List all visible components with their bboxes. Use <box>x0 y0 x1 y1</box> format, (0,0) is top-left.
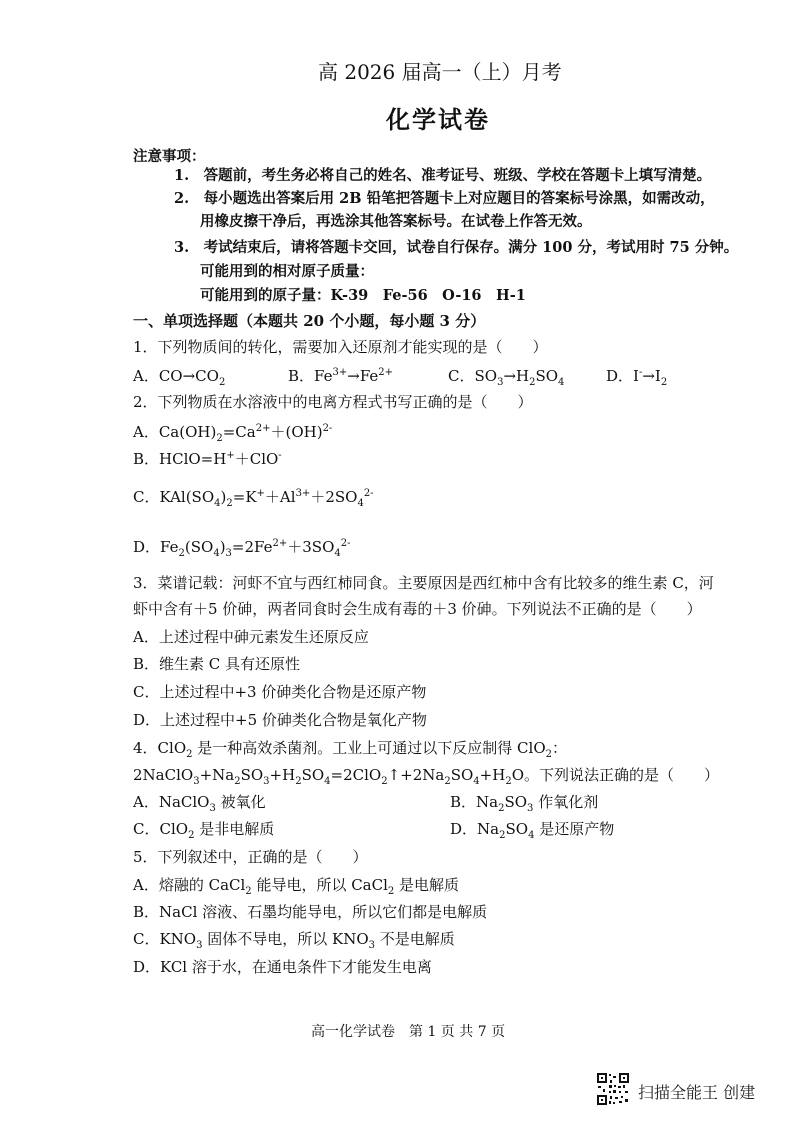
page-footer: 高一化学试卷 第 1 页 共 7 页 <box>311 1024 506 1040</box>
q1-option-b: B．$Fe^{3+}\to Fe^{2+}$ <box>288 367 394 385</box>
q2-option-c: C．$KAl(SO_4)_2=K^++Al^{3+}+2SO_4^{2-}$ <box>133 488 374 509</box>
q5-option-b: B．NaCl 溶液、石墨均能导电，所以它们都是电解质 <box>133 903 488 921</box>
notice-item-2b: 用橡皮擦干净后，再选涂其他答案标号。在试卷上作答无效。 <box>200 213 592 230</box>
q4-option-c: C．ClO$_2$ 是非电解质 <box>133 820 275 841</box>
q4-stem-line1: 4．ClO$_2$ 是一种高效杀菌剂。工业上可通过以下反应制得 ClO$_2$： <box>133 739 568 760</box>
exam-title: 高 2026 届高一（上）月考 <box>318 60 562 84</box>
scanner-watermark: 扫描全能王 创建 <box>638 1083 756 1102</box>
q3-option-d: D．上述过程中+5 价砷类化合物是氧化产物 <box>133 711 427 729</box>
q5-stem: 5．下列叙述中，正确的是（ ） <box>133 848 368 866</box>
q3-option-b: B．维生素 C 具有还原性 <box>133 655 301 673</box>
q1-option-c: C．$SO_3\to H_2SO_4$ <box>448 367 565 388</box>
notice-item-2a: 2. 每小题选出答案后用 2B 铅笔把答题卡上对应题目的答案标号涂黑，如需改动， <box>174 190 715 207</box>
qr-code-icon <box>596 1072 630 1106</box>
q5-option-c: C．$KNO_3$ 固体不导电，所以 $KNO_3$ 不是电解质 <box>133 930 455 951</box>
atomic-mass-line: 可能用到的原子量：K-39 Fe-56 O-16 H-1 <box>200 287 526 304</box>
q2-option-a: A．$Ca(OH)_2=Ca^{2+}+(OH)^{2-}$ <box>133 423 333 444</box>
q4-option-a: A．NaClO$_3$ 被氧化 <box>133 793 266 814</box>
q5-option-a: A．熔融的 CaCl$_2$ 能导电，所以 CaCl$_2$ 是电解质 <box>133 876 460 897</box>
q1-stem: 1．下列物质间的转化，需要加入还原剂才能实现的是（ ） <box>133 338 548 356</box>
q2-stem: 2．下列物质在水溶液中的电离方程式书写正确的是（ ） <box>133 393 533 411</box>
q4-option-d: D．$Na_2SO_4$ 是还原产物 <box>450 820 615 841</box>
q5-option-d: D．KCl 溶于水，在通电条件下才能发生电离 <box>133 958 432 976</box>
q3-stem-line1: 3．菜谱记载：河虾不宜与西红柿同食。主要原因是西红柿中含有比较多的维生素 C，河 <box>133 574 714 592</box>
subject-title: 化学试卷 <box>386 105 490 134</box>
notice-item-1: 1. 答题前，考生务必将自己的姓名、准考证号、班级、学校在答题卡上填写清楚。 <box>174 167 712 184</box>
q2-option-b: B．HClO=H+＋ClO- <box>133 450 282 468</box>
q2-option-d: D．$Fe_2(SO_4)_3=2Fe^{2+}+3SO_4^{2-}$ <box>133 538 351 559</box>
q3-option-a: A．上述过程中砷元素发生还原反应 <box>133 628 369 646</box>
q3-option-c: C．上述过程中+3 价砷类化合物是还原产物 <box>133 683 427 701</box>
q3-stem-line2: 虾中含有＋5 价砷，两者同食时会生成有毒的＋3 价砷。下列说法不正确的是（ ） <box>133 600 702 618</box>
q1-option-d: D．$I^-\to I_2$ <box>606 367 668 388</box>
q4-option-b: B．$Na_2SO_3$ 作氧化剂 <box>450 793 599 814</box>
notice-item-3: 3. 考试结束后，请将答题卡交回，试卷自行保存。满分 100 分，考试用时 75 分钟。 <box>174 239 739 256</box>
q1-option-a: A．$CO\to CO_2$ <box>133 367 226 388</box>
atomic-mass-heading: 可能用到的相对原子质量： <box>200 263 374 280</box>
notice-heading: 注意事项： <box>133 148 206 165</box>
section-title: 一、单项选择题（本题共 20 个小题，每小题 3 分） <box>133 312 486 330</box>
q4-stem-tail: 下列说法正确的是（ ） <box>539 766 720 784</box>
q4-stem-line2: $2NaClO_3+Na_2SO_3+H_2SO_4=2ClO_2↑+2Na_2SO_4+H_2O$。下列说法正确的是（ ） <box>133 766 720 787</box>
